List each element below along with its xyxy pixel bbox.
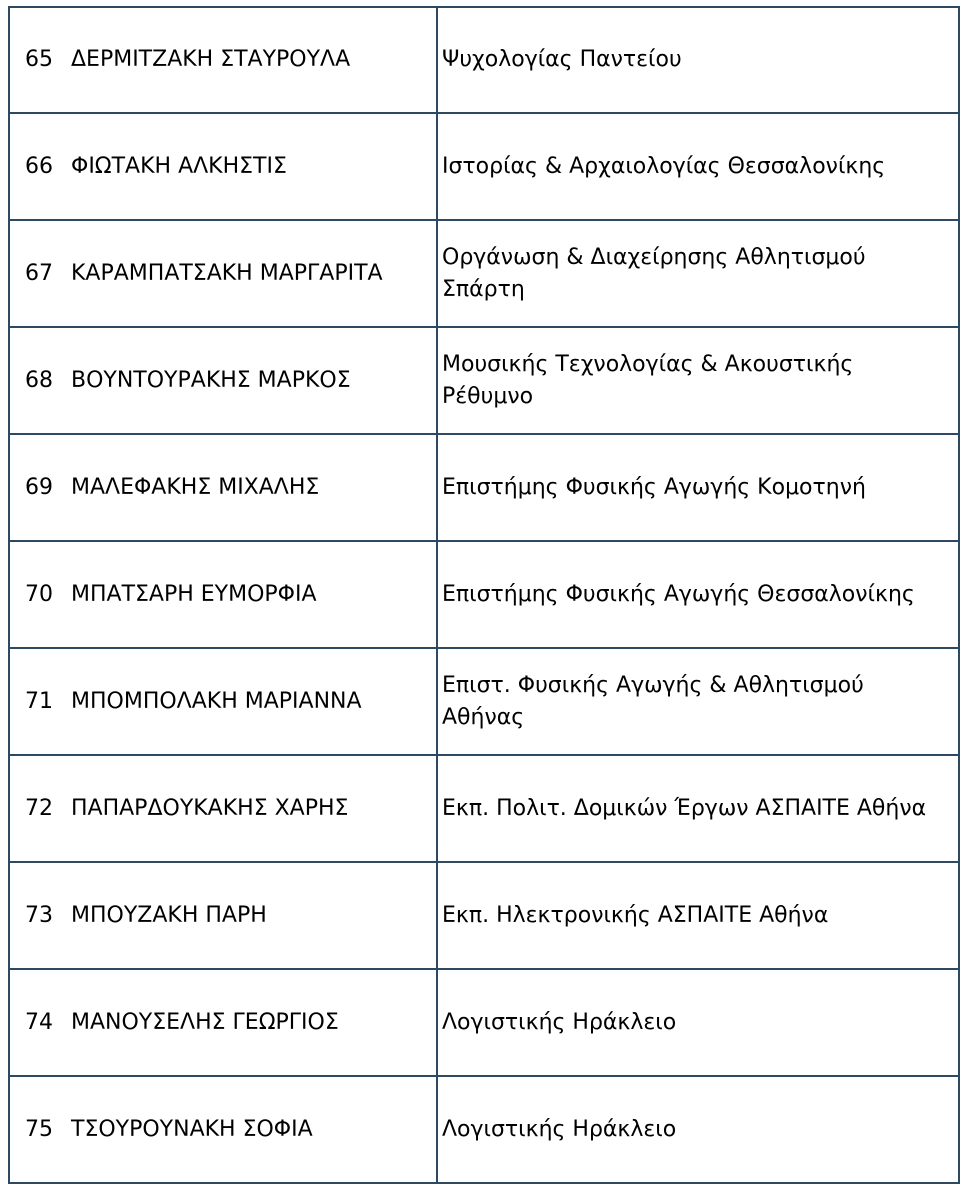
person-cell [9,7,437,113]
table-row [9,969,959,1076]
school-cell [437,327,959,434]
person-cell [9,969,437,1076]
person-name: ΜΠΟΜΠΟΛΑΚΗ ΜΑΡΙΑΝΝΑ [71,688,362,714]
row-number: 66 [25,153,53,179]
table-row [9,7,959,113]
person-name: ΔΕΡΜΙΤΖΑΚΗ ΣΤΑΥΡΟΥΛΑ [71,47,351,72]
person-cell [9,113,437,220]
person-name: ΜΑΝΟΥΣΕΛΗΣ ΓΕΩΡΓΙΟΣ [71,1009,339,1035]
person-cell [9,648,437,755]
row-number: 65 [25,47,53,72]
school-name: Εκπ. Πολιτ. Δομικών Έργων ΑΣΠΑΙΤΕ Αθήνα [442,795,927,821]
school-name: Λογιστικής Ηράκλειο [442,1116,677,1142]
school-cell [437,1076,959,1183]
school-name: Επιστ. Φυσικής Αγωγής & Αθλητισμού [442,672,864,698]
person-name: ΤΣΟΥΡΟΥΝΑΚΗ ΣΟΦΙΑ [71,1116,313,1142]
school-cell [437,220,959,327]
school-cell [437,113,959,220]
person-cell [9,327,437,434]
row-number: 70 [25,581,53,607]
school-name: Λογιστικής Ηράκλειο [442,1009,677,1035]
school-location: Ρέθυμνο [442,383,534,409]
person-cell [9,434,437,541]
person-name: ΜΠΑΤΣΑΡΗ ΕΥΜΟΡΦΙΑ [71,581,317,607]
person-cell [9,755,437,862]
person-cell [9,862,437,969]
table-row [9,113,959,220]
school-cell [437,755,959,862]
person-cell [9,220,437,327]
school-cell [437,862,959,969]
school-name: Μουσικής Τεχνολογίας & Ακουστικής [442,351,854,377]
row-number: 73 [25,902,53,928]
row-number: 71 [25,688,53,714]
table-row [9,862,959,969]
school-cell [437,969,959,1076]
person-name: ΠΑΠΑΡΔΟΥΚΑΚΗΣ ΧΑΡΗΣ [71,795,349,821]
results-table [8,6,960,1184]
school-name: Επιστήμης Φυσικής Αγωγής Θεσσαλονίκης [442,581,915,607]
table-row [9,434,959,541]
person-name: ΜΑΛΕΦΑΚΗΣ ΜΙΧΑΛΗΣ [71,474,320,500]
table-row [9,648,959,755]
school-name: Εκπ. Ηλεκτρονικής ΑΣΠΑΙΤΕ Αθήνα [442,902,829,928]
school-location: Σπάρτη [442,276,525,302]
school-name: Επιστήμης Φυσικής Αγωγής Κομοτηνή [442,474,866,500]
person-cell [9,1076,437,1183]
row-number: 69 [25,474,53,500]
row-number: 67 [25,260,53,286]
school-cell [437,541,959,648]
table-row [9,541,959,648]
row-number: 72 [25,795,53,821]
school-cell [437,434,959,541]
row-number: 75 [25,1116,53,1142]
table-row [9,1076,959,1183]
school-name: Ψυχολογίας Παντείου [442,47,682,72]
row-number: 68 [25,367,53,393]
table-row [9,327,959,434]
school-cell [437,648,959,755]
table-row [9,220,959,327]
person-name: ΜΠΟΥΖΑΚΗ ΠΑΡΗ [71,902,267,928]
row-number: 74 [25,1009,53,1035]
school-name: Ιστορίας & Αρχαιολογίας Θεσσαλονίκης [442,153,886,179]
person-name: ΦΙΩΤΑΚΗ ΑΛΚΗΣΤΙΣ [71,153,287,179]
table-row [9,755,959,862]
person-cell [9,541,437,648]
person-name: ΒΟΥΝΤΟΥΡΑΚΗΣ ΜΑΡΚΟΣ [71,367,351,393]
school-cell [437,7,959,113]
person-name: ΚΑΡΑΜΠΑΤΣΑΚΗ ΜΑΡΓΑΡΙΤΑ [71,260,383,286]
school-location: Αθήνας [442,704,525,730]
school-name: Οργάνωση & Διαχείρησης Αθλητισμού [442,244,866,270]
